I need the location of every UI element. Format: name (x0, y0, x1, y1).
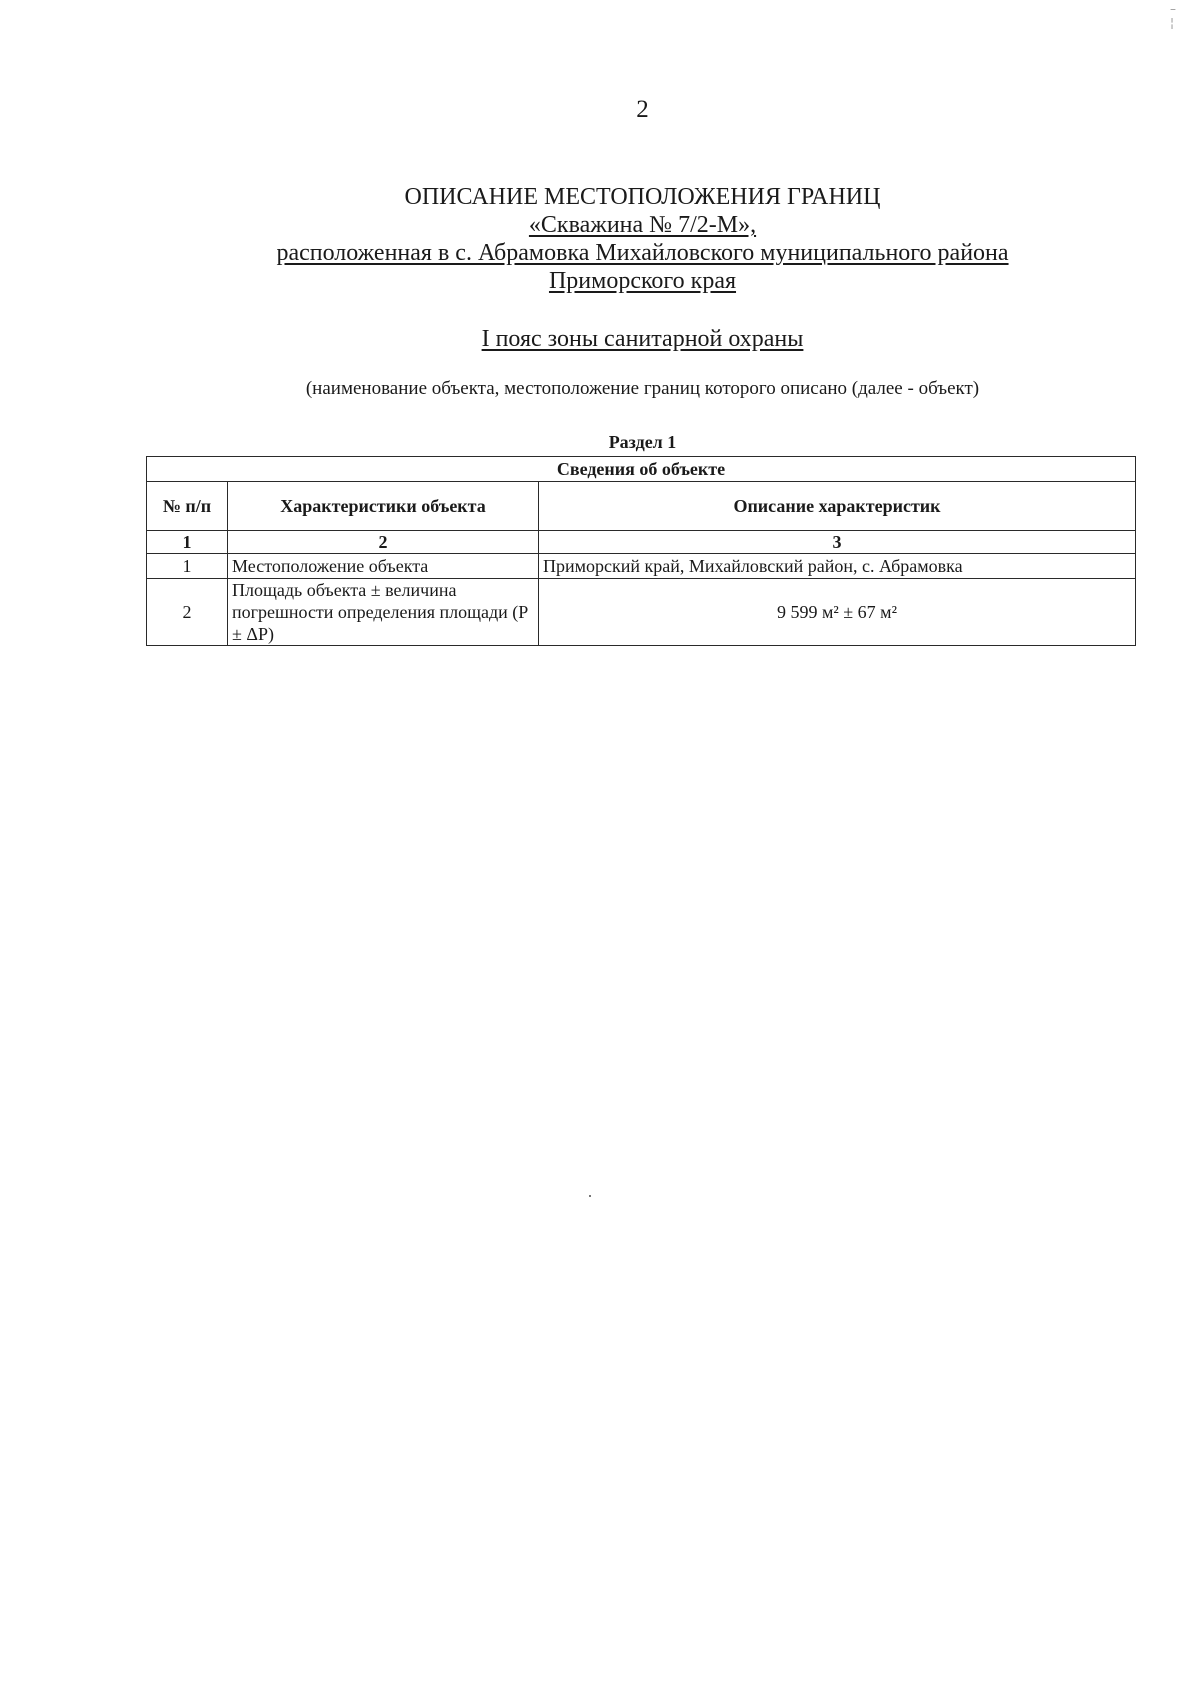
row-number: 1 (147, 554, 228, 579)
table-caption: Сведения об объекте (147, 457, 1136, 482)
table-row (147, 579, 1136, 646)
title-line-2: «Скважина № 7/2-М», (528, 212, 757, 238)
row-description: 9 599 м² ± 67 м² (539, 579, 1136, 646)
object-info-table (146, 456, 1136, 646)
scan-edge-mark: – ¦ (1170, 2, 1176, 30)
row-characteristic: Площадь объекта ± величина погрешности определения площади (P ± ΔP) (228, 579, 539, 646)
title-line-3: расположенная в с. Абрамовка Михайловского муниципального района (276, 240, 1009, 266)
header-num: № п/п (147, 482, 228, 531)
scan-speck (589, 1195, 591, 1197)
document-title (0, 183, 1200, 295)
zone-title: I пояс зоны санитарной охраны (481, 326, 804, 352)
title-line-1: ОПИСАНИЕ МЕСТОПОЛОЖЕНИЯ ГРАНИЦ (404, 184, 881, 210)
column-number: 1 (147, 531, 228, 554)
page-number: 2 (636, 96, 649, 123)
header-characteristic: Характеристики объекта (228, 482, 539, 531)
column-number: 3 (539, 531, 1136, 554)
row-characteristic: Местоположение объекта (228, 554, 539, 579)
column-number: 2 (228, 531, 539, 554)
object-note: (наименование объекта, местоположение границ которого описано (далее - объект) (305, 378, 980, 399)
title-line-4: Приморского края (548, 268, 737, 294)
column-number-row (147, 531, 1136, 554)
row-description: Приморский край, Михайловский район, с. Абрамовка (539, 554, 1136, 579)
table-caption-row (147, 457, 1136, 482)
table-header-row (147, 482, 1136, 531)
row-number: 2 (147, 579, 228, 646)
header-description: Описание характеристик (539, 482, 1136, 531)
section-title: Раздел 1 (608, 432, 677, 452)
table-row (147, 554, 1136, 579)
